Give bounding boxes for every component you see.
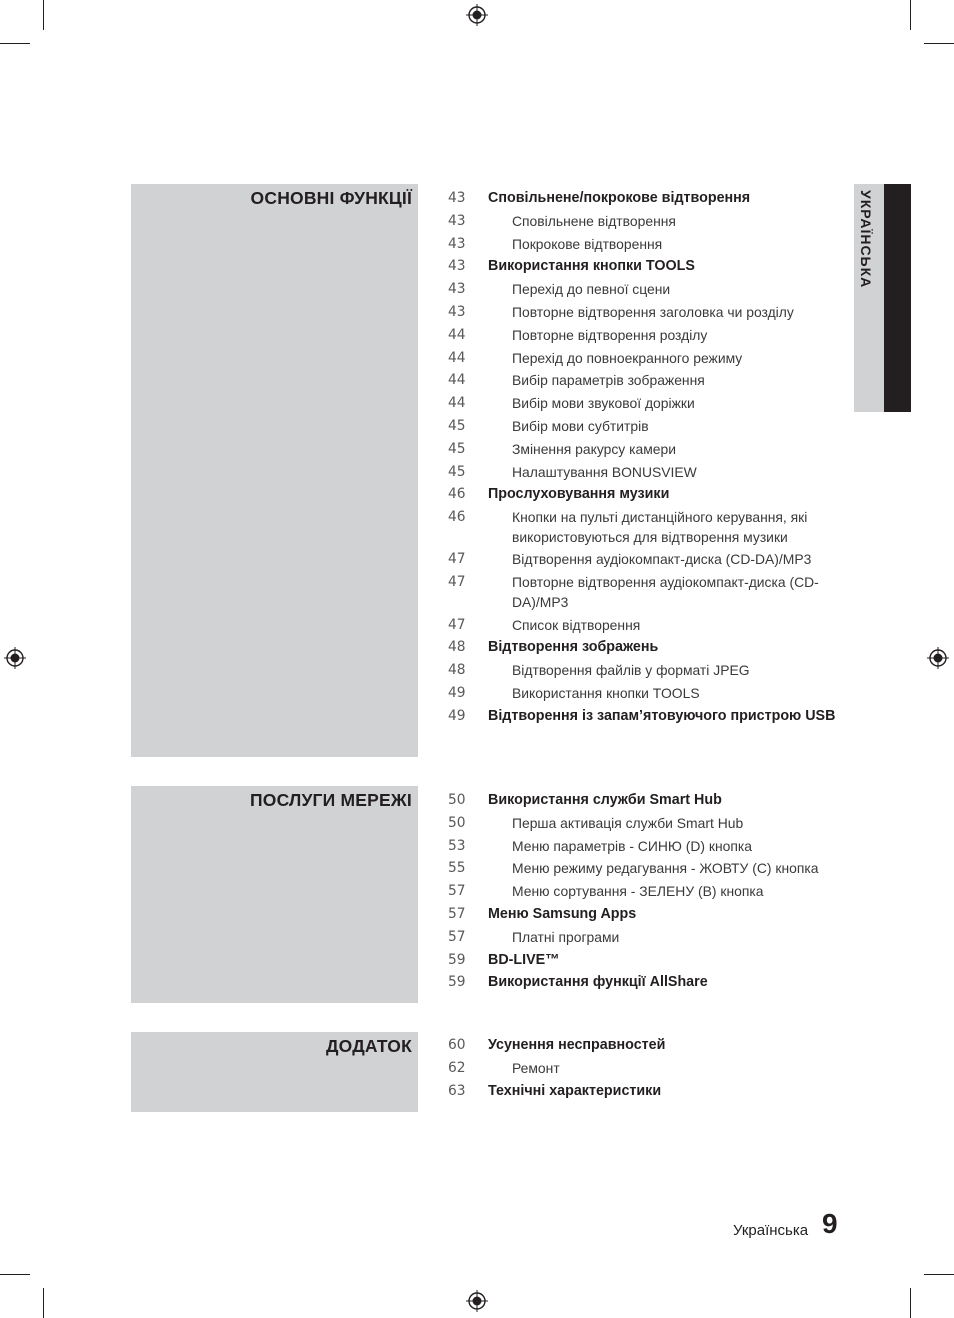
toc-page-number: 55 bbox=[448, 860, 466, 877]
toc-page-number: 44 bbox=[448, 326, 466, 343]
toc-entry-title: Відтворення із запам’ятовуючого пристрою USB bbox=[488, 707, 836, 724]
toc-entry-title: Перехід до повноекранного режиму bbox=[512, 349, 743, 366]
toc-page-number: 46 bbox=[448, 486, 466, 503]
toc-entry-title: Використання служби Smart Hub bbox=[488, 792, 722, 808]
toc-entry[interactable] bbox=[440, 950, 840, 970]
toc-entry-title: Повторне відтворення аудіокомпакт-диска (CD-DA)/MP3 bbox=[512, 574, 819, 611]
toc-entry-title: Використання функції AllShare bbox=[488, 974, 708, 991]
toc-page-number: 57 bbox=[448, 928, 466, 945]
toc-entry-title: Кнопки на пульті дистанційного керування, які використовуються для відтворення музики bbox=[512, 509, 808, 546]
toc-page-number: 43 bbox=[448, 190, 466, 206]
toc-page-number: 50 bbox=[448, 814, 466, 831]
toc-page-number: 49 bbox=[448, 707, 466, 724]
toc-entry-title: Платні програми bbox=[512, 928, 620, 945]
toc-page-number: 47 bbox=[448, 616, 466, 633]
toc-entry[interactable] bbox=[440, 302, 840, 322]
toc-entry-title: Прослуховування музики bbox=[488, 486, 670, 503]
toc-page-number: 45 bbox=[448, 440, 466, 457]
crop-mark bbox=[0, 1274, 30, 1275]
toc-entry[interactable] bbox=[440, 439, 840, 459]
registration-mark-icon bbox=[466, 4, 488, 26]
toc-page-number: 50 bbox=[448, 792, 466, 808]
toc-page-number: 43 bbox=[448, 258, 466, 275]
toc-list bbox=[440, 1035, 840, 1103]
toc-entry-title: Перехід до певної сцени bbox=[512, 281, 671, 298]
toc-page-number: 44 bbox=[448, 395, 466, 412]
toc-page-number: 62 bbox=[448, 1059, 466, 1076]
toc-entry-title: Змінення ракурсу камери bbox=[512, 440, 676, 457]
toc-list bbox=[440, 790, 840, 995]
toc-page-number: 43 bbox=[448, 212, 466, 229]
toc-entry-title: Вибір мови звукової доріжки bbox=[512, 395, 695, 412]
toc-entry[interactable] bbox=[440, 370, 840, 390]
page-number: 9 bbox=[822, 1208, 838, 1239]
toc-entry-title: Сповільнене відтворення bbox=[512, 212, 676, 229]
toc-entry[interactable] bbox=[440, 858, 840, 878]
toc-entry[interactable] bbox=[440, 484, 840, 504]
toc-entry-title: Ремонт bbox=[512, 1059, 560, 1076]
language-tab-label: УКРАЇНСЬКА bbox=[858, 190, 874, 289]
toc-page-number: 47 bbox=[448, 574, 466, 591]
toc-entry[interactable] bbox=[440, 348, 840, 368]
toc-entry[interactable] bbox=[440, 462, 840, 482]
toc-entry-title: Вибір мови субтитрів bbox=[512, 417, 649, 434]
toc-entry[interactable] bbox=[440, 188, 840, 208]
toc-entry-title: Технічні характеристики bbox=[488, 1082, 662, 1099]
toc-entry[interactable] bbox=[440, 790, 840, 810]
language-tab-accent bbox=[884, 184, 911, 412]
toc-page-number: 43 bbox=[448, 281, 466, 298]
crop-mark bbox=[924, 43, 954, 44]
toc-entry-title: Налаштування BONUSVIEW bbox=[512, 463, 697, 480]
crop-mark bbox=[43, 0, 44, 30]
toc-page-number: 59 bbox=[448, 951, 466, 968]
toc-entry-title: Меню параметрів - СИНЮ (D) кнопка bbox=[512, 837, 752, 854]
toc-page-number: 47 bbox=[448, 551, 466, 568]
toc-page-number: 49 bbox=[448, 684, 466, 701]
toc-entry-title: Перша активація служби Smart Hub bbox=[512, 814, 744, 831]
toc-entry-title: Відтворення зображень bbox=[488, 639, 659, 656]
toc-entry-title: Меню режиму редагування - ЖОВТУ (C) кнопка bbox=[512, 860, 819, 877]
toc-page-number: 59 bbox=[448, 974, 466, 991]
toc-entry-title: Сповільнене/покрокове відтворення bbox=[488, 190, 751, 206]
toc-entry-title: Покрокове відтворення bbox=[512, 235, 663, 252]
toc-page-number: 45 bbox=[448, 463, 466, 480]
toc-entry-title: Меню сортування - ЗЕЛЕНУ (B) кнопка bbox=[512, 883, 764, 900]
toc-page-number: 60 bbox=[448, 1037, 466, 1053]
toc-entry[interactable] bbox=[440, 972, 840, 992]
toc-list bbox=[440, 188, 840, 729]
toc-page-number: 63 bbox=[448, 1082, 466, 1099]
section-title: ДОДАТОК bbox=[325, 1036, 412, 1056]
toc-entry[interactable] bbox=[440, 1081, 840, 1101]
toc-page-number: 57 bbox=[448, 905, 466, 922]
toc-page-number: 43 bbox=[448, 303, 466, 320]
toc-entry-title: Повторне відтворення заголовка чи розділу bbox=[512, 303, 794, 320]
toc-entry[interactable] bbox=[440, 325, 840, 345]
toc-page-number: 46 bbox=[448, 509, 466, 526]
toc-entry-title: Повторне відтворення розділу bbox=[512, 326, 708, 343]
registration-mark-icon bbox=[927, 647, 949, 669]
toc-entry[interactable] bbox=[440, 549, 840, 569]
toc-entry-title: Вибір параметрів зображення bbox=[512, 372, 705, 389]
toc-entry[interactable] bbox=[440, 904, 840, 924]
toc-entry[interactable] bbox=[440, 615, 840, 635]
crop-mark bbox=[0, 43, 30, 44]
toc-page-number: 57 bbox=[448, 883, 466, 900]
toc-entry[interactable] bbox=[440, 572, 840, 612]
toc-entry-title: Меню Samsung Apps bbox=[488, 905, 637, 922]
footer-language: Українська bbox=[733, 1222, 809, 1239]
toc-entry-title: Використання кнопки TOOLS bbox=[512, 684, 700, 701]
toc-entry[interactable] bbox=[440, 813, 840, 833]
toc-entry[interactable] bbox=[440, 507, 840, 547]
toc-page-number: 48 bbox=[448, 639, 466, 656]
toc-page-number: 53 bbox=[448, 837, 466, 854]
toc-page-number: 48 bbox=[448, 662, 466, 679]
registration-mark-icon bbox=[466, 1290, 488, 1312]
crop-mark bbox=[910, 1288, 911, 1318]
toc-entry[interactable] bbox=[440, 211, 840, 231]
toc-entry-title: Відтворення файлів у форматі JPEG bbox=[512, 662, 750, 679]
toc-entry[interactable] bbox=[440, 706, 840, 726]
toc-entry[interactable] bbox=[440, 393, 840, 413]
toc-entry[interactable] bbox=[440, 881, 840, 901]
section-header-box bbox=[131, 184, 418, 757]
toc-entry-title: Відтворення аудіокомпакт-диска (CD-DA)/MP3 bbox=[512, 551, 812, 568]
toc-entry[interactable] bbox=[440, 927, 840, 947]
toc-page-number: 44 bbox=[448, 349, 466, 366]
crop-mark bbox=[924, 1274, 954, 1275]
toc-entry[interactable] bbox=[440, 1058, 840, 1078]
toc-entry[interactable] bbox=[440, 1035, 840, 1055]
toc-entry-title: BD-LIVE™ bbox=[488, 951, 560, 968]
toc-entry-title: Список відтворення bbox=[512, 616, 641, 633]
toc-entry-title: Усунення несправностей bbox=[488, 1037, 666, 1053]
toc-page-number: 44 bbox=[448, 372, 466, 389]
toc-entry[interactable] bbox=[440, 660, 840, 680]
crop-mark bbox=[43, 1288, 44, 1318]
section-header-box bbox=[131, 1032, 418, 1112]
toc-page-number: 45 bbox=[448, 417, 466, 434]
toc-page-number: 43 bbox=[448, 235, 466, 252]
toc-entry[interactable] bbox=[440, 637, 840, 657]
toc-entry[interactable] bbox=[440, 683, 840, 703]
toc-entry[interactable] bbox=[440, 836, 840, 856]
toc-entry[interactable] bbox=[440, 416, 840, 436]
crop-mark bbox=[910, 0, 911, 30]
section-header-box bbox=[131, 786, 418, 1003]
toc-entry[interactable] bbox=[440, 234, 840, 254]
section-title: ОСНОВНІ ФУНКЦІЇ bbox=[250, 188, 412, 208]
toc-entry-title: Використання кнопки TOOLS bbox=[488, 258, 695, 275]
toc-entry[interactable] bbox=[440, 279, 840, 299]
section-title: ПОСЛУГИ МЕРЕЖІ bbox=[250, 790, 412, 810]
registration-mark-icon bbox=[4, 647, 26, 669]
toc-entry[interactable] bbox=[440, 256, 840, 276]
